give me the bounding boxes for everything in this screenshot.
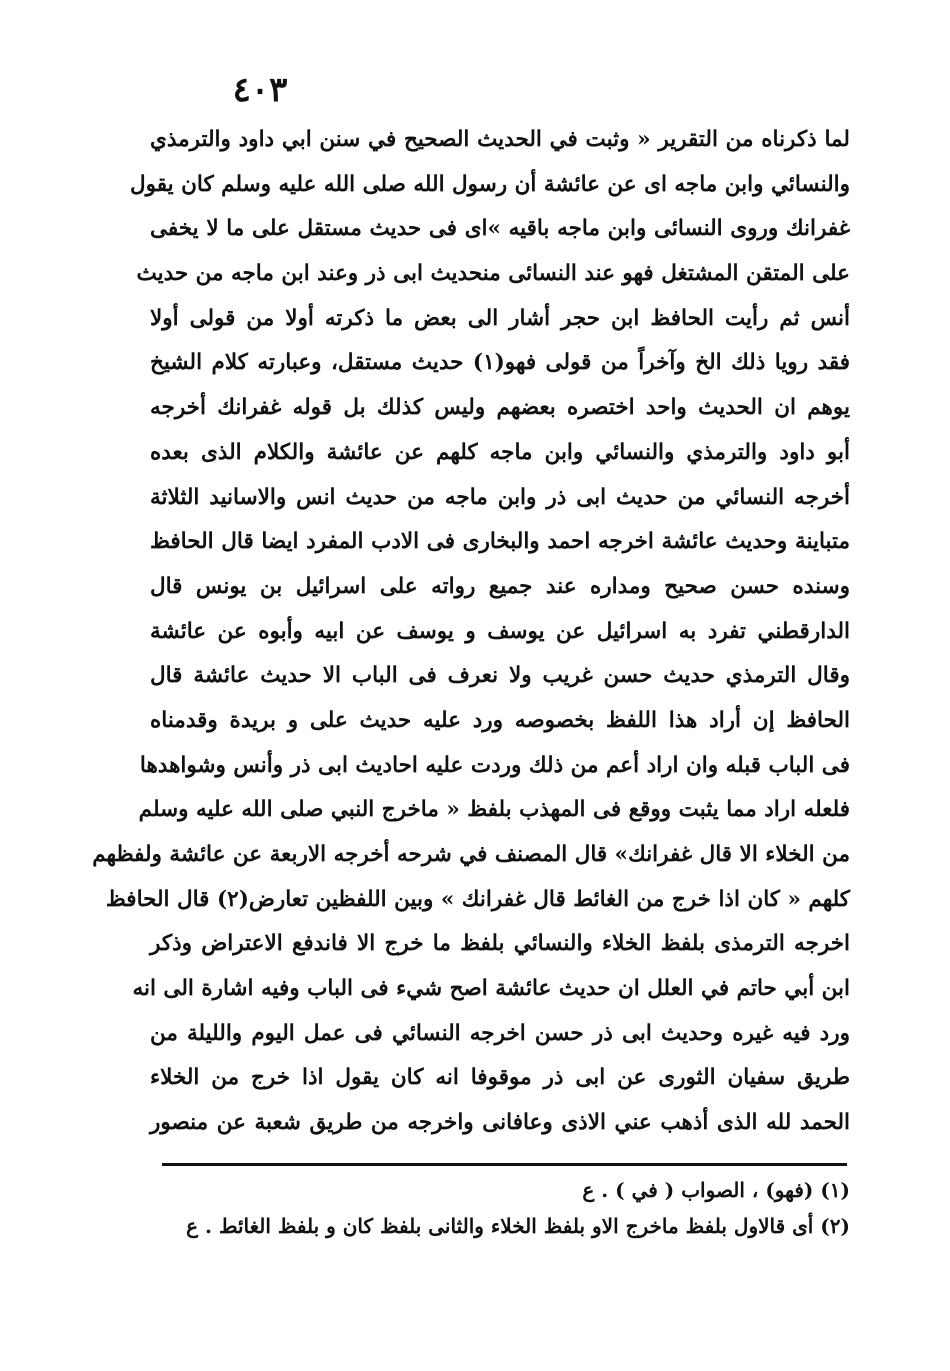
text-line: الحافظ إن أراد هذا اللفظ بخصوصه ورد عليه حديث على و بريدة وقدمناه	[150, 707, 850, 733]
footnote-2: (٢) أى قالاول بلفظ ماخرج الاو بلفظ الخلاء والثانى بلفظ كان و بلفظ الغائط . ع	[186, 1214, 850, 1238]
text-line: فى الباب قبله وان اراد أعم من ذلك وردت عليه احاديث ابى ذر وأنس وشواهدها	[139, 752, 850, 778]
text-line: والنسائي وابن ماجه اى عن عائشة أن رسول الله صلى الله عليه وسلم كان يقول	[130, 171, 850, 197]
page-number: ٤٠٣	[232, 70, 288, 110]
text-line: الدارقطني تفرد به اسرائيل عن يوسف و يوسف عن ابيه وأبوه عن عائشة	[150, 618, 850, 644]
text-line: كلهم « كان اذا خرج من الغائط قال غفرانك » وبين اللفظين تعارض(٢) قال الحافظ	[105, 886, 850, 912]
text-line: ابن أبي حاتم في العلل ان حديث عائشة اصح شيء فى الباب وفيه اشارة الى انه	[132, 976, 850, 1002]
text-line: متباينة وحديث عائشة اخرجه احمد والبخارى فى الادب المفرد ايضا قال الحافظ	[150, 529, 850, 555]
text-line: لما ذكرناه من التقرير « وثبت في الحديث الصحيح في سنن ابي داود والترمذي	[150, 127, 850, 152]
text-line: أنس ثم رأيت الحافظ ابن حجر أشار الى بعض ما ذكرته أولا من قولى أولا	[150, 305, 850, 331]
text-line: على المتقن المشتغل فهو عند النسائى منحديث ابى ذر وعند ابن ماجه من حديث	[136, 261, 850, 287]
text-line: من الخلاء الا قال غفرانك» قال المصنف في شرحه أخرجه الاربعة عن عائشة ولفظهم	[92, 842, 850, 867]
text-line: ورد فيه غيره وحديث ابى ذر حسن اخرجه النسائي فى عمل اليوم والليلة من	[150, 1020, 850, 1046]
text-line: وسنده حسن صحيح ومداره عند جميع رواته على اسرائيل بن يونس قال	[150, 573, 850, 599]
text-line: اخرجه الترمذى بلفظ الخلاء والنسائي بلفظ ما خرج الا فاندفع الاعتراض وذكر	[150, 931, 850, 957]
footnotes	[150, 1172, 850, 1244]
text-line: فلعله اراد مما يثبت ووقع فى المهذب بلفظ « ماخرج النبي صلى الله عليه وسلم	[138, 797, 850, 823]
text-line: وقال الترمذي حديث حسن غريب ولا نعرف فى الباب الا حديث عائشة قال	[150, 663, 850, 689]
text-line: فقد رويا ذلك الخ وآخراً من قولى فهو(١) حديث مستقل، وعبارته كلام الشيخ	[150, 350, 850, 376]
text-line: أخرجه النسائي من حديث ابى ذر وابن ماجه من حديث انس والاسانيد الثلاثة	[150, 484, 850, 510]
text-line: أبو داود والترمذي والنسائي وابن ماجه كلهم عن عائشة والكلام الذى بعده	[150, 439, 850, 465]
text-line: غفرانك وروى النسائى وابن ماجه باقيه »اى فى حديث مستقل على ما لا يخفى	[150, 216, 850, 242]
footnote-1: (١) (فهو) ، الصواب ( في ) . ع	[582, 1178, 850, 1202]
text-line: الحمد لله الذى أذهب عني الاذى وعافانى واخرجه من طريق شعبة عن منصور	[150, 1110, 850, 1136]
text-line: طريق سفيان الثورى عن ابى ذر موقوفا انه كان يقول اذا خرج من الخلاء	[150, 1065, 850, 1091]
text-line: يوهم ان الحديث واحد اختصره بعضهم وليس كذلك بل قوله غفرانك أخرجه	[150, 395, 850, 421]
main-text	[92, 118, 850, 1146]
footnote-divider	[162, 1163, 847, 1166]
